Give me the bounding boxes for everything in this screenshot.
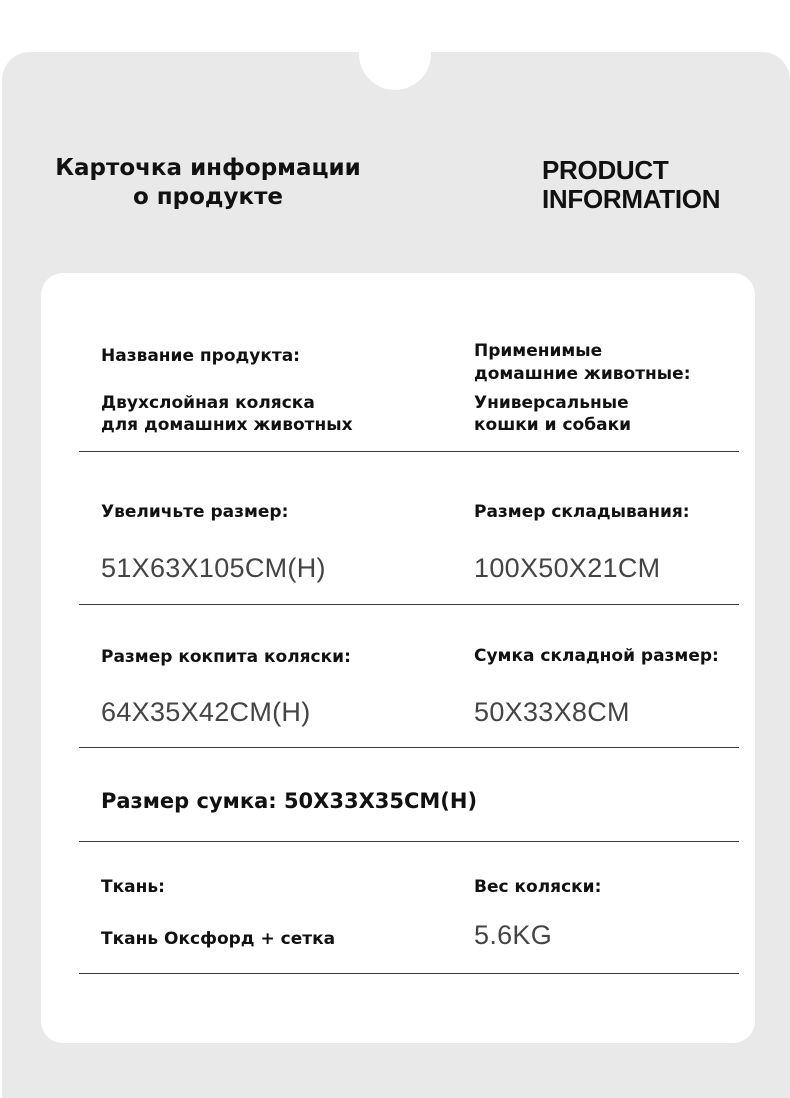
- pets-value-line2: кошки и собаки: [474, 415, 632, 435]
- divider: [79, 973, 739, 974]
- unfold-size-value: 51X63X105CM(H): [101, 553, 326, 583]
- fold-size-label: Размер складывания:: [474, 502, 690, 522]
- divider: [79, 451, 739, 452]
- title-ru-line1: Карточка информации: [55, 155, 361, 181]
- pets-label: [474, 340, 691, 386]
- divider: [79, 841, 739, 842]
- pets-label-line1: Применимые: [474, 341, 603, 361]
- cockpit-size-label: Размер кокпита коляски:: [101, 647, 351, 667]
- pets-value-line1: Универсальные: [474, 393, 629, 413]
- divider: [79, 747, 739, 748]
- title-en-line1: PRODUCT: [542, 155, 669, 185]
- top-notch: [359, 18, 431, 90]
- title-english: [542, 156, 720, 214]
- fold-bag-size-value: 50X33X8CM: [474, 697, 630, 727]
- weight-label: Вес коляски:: [474, 877, 602, 897]
- fold-bag-size-label: Сумка складной размер:: [474, 646, 719, 666]
- bag-size: Размер сумка: 50X33X35CM(H): [101, 789, 478, 813]
- pets-value: [474, 392, 631, 436]
- product-name-line1: Двухслойная коляска: [101, 393, 315, 413]
- weight-value: 5.6KG: [474, 920, 553, 950]
- title-russian: [40, 154, 376, 212]
- pets-label-line2: домашние животные:: [474, 364, 691, 384]
- product-name-line2: для домашних животных: [101, 415, 353, 435]
- cockpit-size-value: 64X35X42CM(H): [101, 697, 311, 727]
- fabric-value: Ткань Оксфорд + сетка: [101, 929, 336, 949]
- title-en-line2: INFORMATION: [542, 184, 721, 214]
- title-ru-line2: о продукте: [132, 184, 284, 210]
- divider: [79, 604, 739, 605]
- product-name-label: Название продукта:: [101, 346, 300, 366]
- unfold-size-label: Увеличьте размер:: [101, 502, 289, 522]
- product-name-value: [101, 392, 353, 436]
- fold-size-value: 100X50X21CM: [474, 553, 661, 583]
- fabric-label: Ткань:: [101, 877, 165, 897]
